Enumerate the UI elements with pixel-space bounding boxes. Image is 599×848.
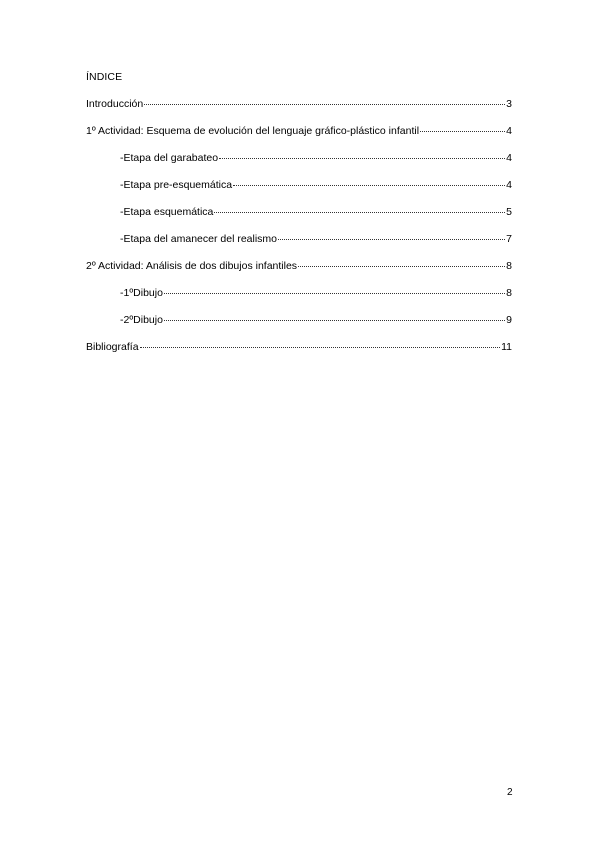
toc-entry-text: -Etapa del garabateo: [120, 152, 219, 164]
toc-entry-etapa-garabateo[interactable]: [86, 152, 512, 179]
toc-entry-text: -1ºDibujo: [120, 287, 163, 299]
dot-leader: [298, 266, 505, 267]
toc-entry-page: 4: [506, 152, 512, 164]
dot-leader: [420, 131, 505, 132]
dot-leader: [219, 158, 505, 159]
toc-entry-text: 1º Actividad: Esquema de evolución del lenguaje gráfico-plástico infantil: [86, 125, 420, 137]
toc-entry-text: Bibliografía: [86, 341, 139, 353]
page-number: 2: [507, 787, 513, 798]
toc-entry-dibujo-2[interactable]: [86, 314, 512, 341]
toc-entry-page: 9: [506, 314, 512, 326]
toc-entry-etapa-pre-esquematica[interactable]: [86, 179, 512, 206]
dot-leader: [144, 104, 505, 105]
toc-entry-page: 4: [506, 125, 512, 137]
toc-entry-page: 5: [506, 206, 512, 218]
toc-entry-actividad-1[interactable]: [86, 125, 512, 152]
toc-title: ÍNDICE: [86, 71, 123, 83]
toc-entry-introduccion[interactable]: [86, 98, 512, 125]
dot-leader: [214, 212, 505, 213]
toc-entry-etapa-esquematica[interactable]: [86, 206, 512, 233]
toc-entry-dibujo-1[interactable]: [86, 287, 512, 314]
toc-entry-text: -Etapa pre-esquemática: [120, 179, 233, 191]
dot-leader: [278, 239, 505, 240]
toc-entry-text: -Etapa esquemática: [120, 206, 214, 218]
toc-entry-text: Introducción: [86, 98, 144, 110]
toc-entry-text: -Etapa del amanecer del realismo: [120, 233, 277, 245]
toc-entry-page: 7: [506, 233, 512, 245]
toc-entry-page: 3: [506, 98, 512, 110]
dot-leader: [140, 347, 501, 348]
table-of-contents: [86, 98, 512, 368]
dot-leader: [164, 320, 505, 321]
toc-entry-bibliografia[interactable]: [86, 341, 512, 368]
toc-entry-text: -2ºDibujo: [120, 314, 163, 326]
toc-entry-page: 8: [506, 260, 512, 272]
dot-leader: [164, 293, 505, 294]
toc-entry-etapa-realismo[interactable]: [86, 233, 512, 260]
toc-entry-page: 4: [506, 179, 512, 191]
toc-entry-text: 2º Actividad: Análisis de dos dibujos infantiles: [86, 260, 298, 272]
dot-leader: [233, 185, 505, 186]
toc-entry-page: 11: [501, 341, 512, 353]
toc-entry-page: 8: [506, 287, 512, 299]
toc-entry-actividad-2[interactable]: [86, 260, 512, 287]
